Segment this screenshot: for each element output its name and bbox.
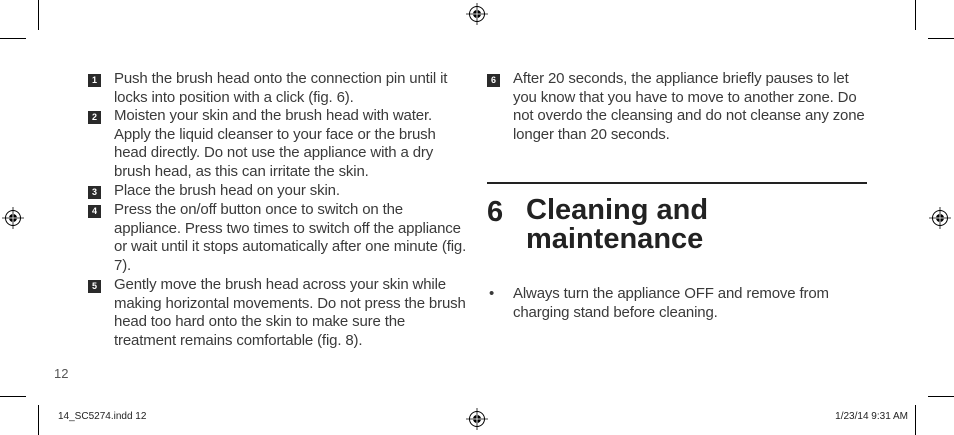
bullet-icon: • (489, 285, 495, 302)
slug-date: 1/23/14 9:31 AM (835, 411, 908, 422)
step-1 (88, 70, 468, 107)
crop-mark-bl-h (0, 396, 26, 397)
step-number: 6 (487, 74, 500, 87)
step-text: Push the brush head onto the connection pin until it locks into position with a click (fig. 6). (114, 70, 448, 106)
crop-mark-tl-v (38, 0, 39, 30)
page-number: 12 (54, 366, 69, 381)
step-number: 1 (88, 74, 101, 87)
registration-mark-bottom-icon (466, 408, 488, 430)
crop-mark-tl-h (0, 38, 26, 39)
step-text: Gently move the brush head across your skin while making horizontal movements. Do not press the brush head too hard onto the skin to make sure the treatment remains comfortable (fig. 8). (114, 276, 466, 350)
crop-mark-br-v (915, 405, 916, 435)
crop-mark-tr-v (915, 0, 916, 30)
step-6 (487, 70, 872, 145)
step-text: Moisten your skin and the brush head with water. Apply the liquid cleanser to your face or the brush head directly. Do not use the appliance with a dry brush head, as this can irritate the skin. (114, 107, 436, 181)
section-divider (487, 182, 867, 184)
slug-file: 14_SC5274.indd 12 (58, 411, 147, 422)
registration-mark-right-icon (929, 207, 951, 229)
section-number: 6 (487, 196, 504, 228)
bullet-text: Always turn the appliance OFF and remove from charging stand before cleaning. (513, 285, 829, 321)
crop-mark-tr-h (928, 38, 954, 39)
step-2 (88, 107, 468, 182)
registration-mark-left-icon (2, 207, 24, 229)
step-number: 2 (88, 111, 101, 124)
registration-mark-top-icon (466, 3, 488, 25)
step-text: Press the on/off button once to switch on the appliance. Press two times to switch off the appliance or wait until it stops automatically after one minute (fig. 7). (114, 201, 467, 275)
step-number: 4 (88, 205, 101, 218)
step-4 (88, 201, 468, 276)
step-5 (88, 276, 468, 351)
step-text: After 20 seconds, the appliance briefly pauses to let you know that you have to move to another zone. Do not overdo the cleansing and do not cleanse any zone longer than 20 seconds. (513, 70, 865, 144)
step-3 (88, 182, 468, 201)
crop-mark-br-h (928, 396, 954, 397)
crop-mark-bl-v (38, 405, 39, 435)
step-text: Place the brush head on your skin. (114, 182, 340, 199)
step-number: 5 (88, 280, 101, 293)
step-number: 3 (88, 186, 101, 199)
section-title: Cleaning and maintenance (526, 194, 709, 255)
